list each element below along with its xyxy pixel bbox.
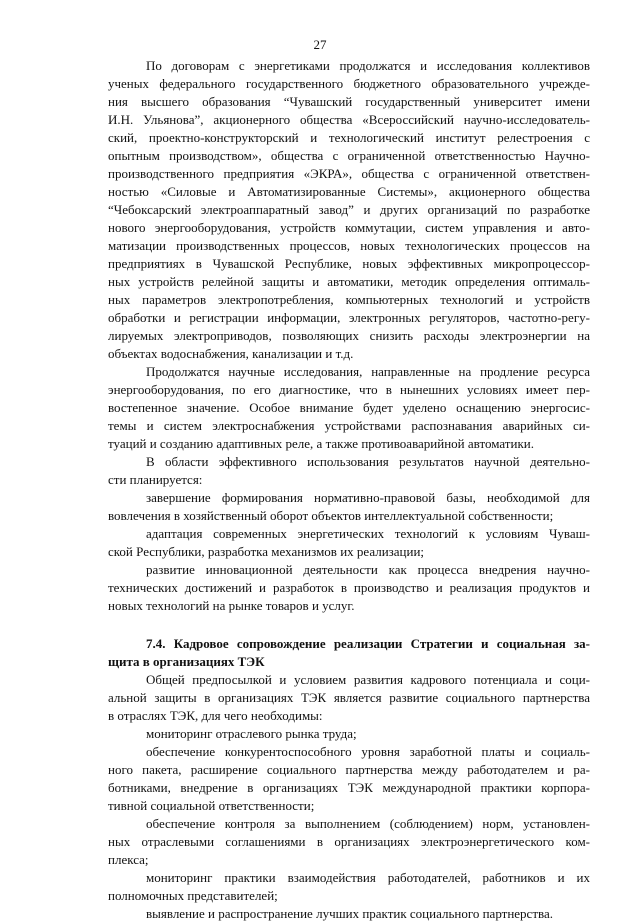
text-line: лируемых электроприводов, позволяющих снизить расходы электроэнергии на bbox=[108, 328, 590, 343]
section-spacer bbox=[108, 615, 590, 635]
text-line: развитие инновационной деятельности как процесса внедрения научно- bbox=[146, 562, 590, 577]
text-line: плекса; bbox=[108, 852, 149, 867]
text-line: Общей предпосылкой и условием развития кадрового потенциала и соци- bbox=[146, 672, 590, 687]
paragraph bbox=[108, 57, 590, 363]
text-line: адаптация современных энергетических технологий к условиям Чуваш- bbox=[146, 526, 590, 541]
text-line: сти планируется: bbox=[108, 472, 203, 487]
text-line: технических достижений и разработок в производство и реализация продуктов и bbox=[108, 580, 590, 595]
text-line: матизации производственных процессов, новых технологических процессов на bbox=[108, 238, 590, 253]
text-line: ного пакета, расширение социального партнерства между работодателем и ра- bbox=[108, 762, 590, 777]
paragraph bbox=[108, 725, 590, 743]
text-line: “Чебоксарский электроаппаратный завод” и других организаций по разработке bbox=[108, 202, 590, 217]
text-line: ученых федерального государственного бюджетного образовательного учрежде- bbox=[108, 76, 590, 91]
text-line: ский, проектно-конструкторский и технологический институт релестроения с bbox=[108, 130, 590, 145]
text-line: новых технологий на рынке товаров и услуг. bbox=[108, 598, 355, 613]
text-line: туаций и созданию адаптивных реле, а также противоаварийной автоматики. bbox=[108, 436, 534, 451]
text-line: ностью «Силовые и Автоматизированные Системы», акционерного общества bbox=[108, 184, 590, 199]
text-line: вовлечения в хозяйственный оборот объектов интеллектуальной собственности; bbox=[108, 508, 554, 523]
text-line: И.Н. Ульянова”, акционерного общества «Всероссийский научно-исследователь- bbox=[108, 112, 590, 127]
text-line: обработки и регистрации информации, электронных регуляторов, частотно-регу- bbox=[108, 310, 590, 325]
text-line: объектах водоснабжения, канализации и т.д. bbox=[108, 346, 354, 361]
paragraph bbox=[108, 489, 590, 525]
paragraph bbox=[108, 815, 590, 869]
text-line: обеспечение конкурентоспособного уровня заработной платы и социаль- bbox=[146, 744, 590, 759]
text-line: выявление и распространение лучших практик социального партнерства. bbox=[146, 906, 553, 921]
text-line: ния высшего образования “Чувашский государственный университет имени bbox=[108, 94, 590, 109]
text-line: По договорам с энергетиками продолжатся и исследования коллективов bbox=[146, 58, 590, 73]
paragraph bbox=[108, 671, 590, 725]
text-line: предприятиях в Чувашской Республике, новых эффективных микропроцессор- bbox=[108, 256, 590, 271]
text-line: ботниками, внедрение в организациях ТЭК международной практики корпора- bbox=[108, 780, 590, 795]
paragraph bbox=[108, 525, 590, 561]
paragraph bbox=[108, 561, 590, 615]
text-line: востепенное значение. Особое внимание будет уделено оснащению энергосис- bbox=[108, 400, 590, 415]
text-line: мониторинг отраслевого рынка труда; bbox=[146, 726, 357, 741]
page-content bbox=[108, 57, 590, 923]
text-line: В области эффективного использования результатов научной деятельно- bbox=[146, 454, 590, 469]
text-line: альной защиты в организациях ТЭК является развитие социального партнерства bbox=[108, 690, 590, 705]
section-heading bbox=[108, 635, 590, 671]
text-line: в отраслях ТЭК, для чего необходимы: bbox=[108, 708, 323, 723]
text-line: обеспечение контроля за выполнением (соблюдением) норм, установлен- bbox=[146, 816, 590, 831]
heading-line: 7.4. Кадровое сопровождение реализации Стратегии и социальная за- bbox=[146, 636, 590, 651]
text-line: опытным производством», общества с ограниченной ответственностью Научно- bbox=[108, 148, 590, 163]
text-line: ской Республики, разработка механизмов их реализации; bbox=[108, 544, 425, 559]
text-line: Продолжатся научные исследования, направленные на продление ресурса bbox=[146, 364, 590, 379]
text-line: энергооборудования, по его диагностике, что в нынешних условиях имеет пер- bbox=[108, 382, 590, 397]
heading-line: щита в организациях ТЭК bbox=[108, 654, 265, 669]
text-line: тивной социальной ответственности; bbox=[108, 798, 315, 813]
text-line: завершение формирования нормативно-правовой базы, необходимой для bbox=[146, 490, 590, 505]
page-number: 27 bbox=[313, 37, 327, 52]
text-line: производственного предприятия «ЭКРА», общества с ограниченной ответствен- bbox=[108, 166, 590, 181]
text-line: мониторинг практики взаимодействия работодателей, работников и их bbox=[146, 870, 590, 885]
text-line: ных устройств релейной защиты и автоматики, методик определения оптималь- bbox=[108, 274, 590, 289]
text-line: ных параметров электропотребления, компьютерных технологий и устройств bbox=[108, 292, 590, 307]
text-line: ных отраслевыми соглашениями в организациях электроэнергетического ком- bbox=[108, 834, 590, 849]
text-line: полномочных представителей; bbox=[108, 888, 278, 903]
paragraph bbox=[108, 453, 590, 489]
paragraph bbox=[108, 743, 590, 815]
paragraph bbox=[108, 905, 590, 923]
paragraph bbox=[108, 363, 590, 453]
text-line: нового энергооборудования, устройств коммутации, систем управления и авто- bbox=[108, 220, 590, 235]
paragraph bbox=[108, 869, 590, 905]
text-line: темы и систем электроснабжения устройствами распознавания аварийных си- bbox=[108, 418, 590, 433]
